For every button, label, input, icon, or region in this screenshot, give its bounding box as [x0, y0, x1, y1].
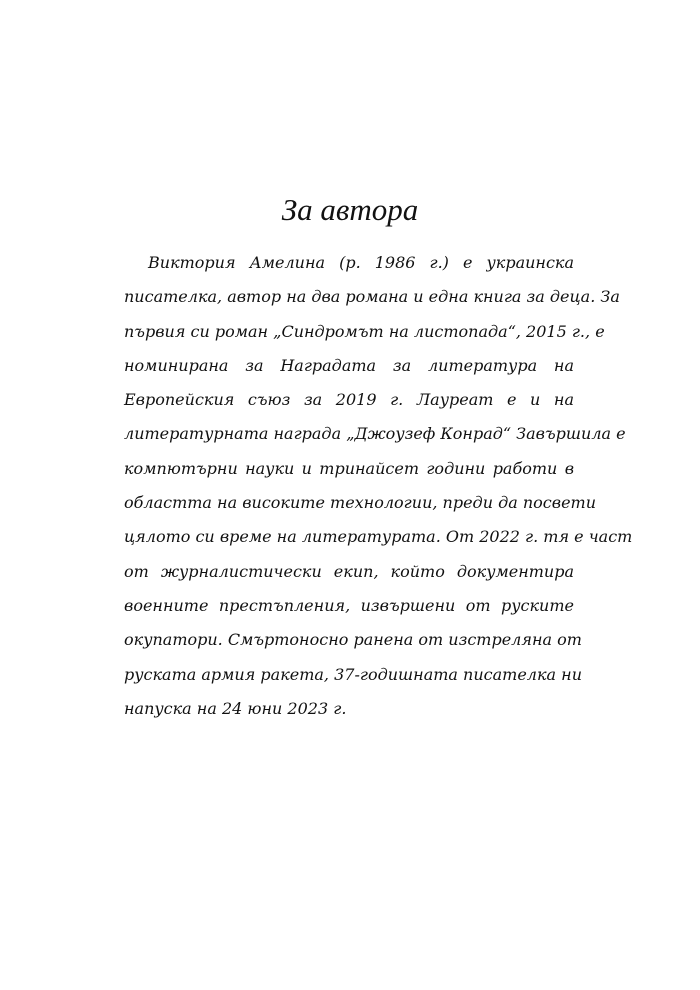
bio-line: окупатори. Смъртоносно ранена от изстреляна от	[124, 630, 582, 650]
page-title: За автора	[281, 192, 419, 227]
bio-line: напуска на 24 юни 2023 г.	[124, 698, 347, 718]
bio-line: военните престъпления, извършени от руските	[124, 595, 574, 615]
bio-line: Европейския съюз за 2019 г. Лауреат е и на	[124, 390, 574, 410]
bio-line: първия си роман „Синдромът на листопада“, 2015 г., е	[124, 321, 605, 341]
author-bio	[124, 246, 633, 726]
bio-line: цялото си време на литературата. От 2022 г. тя е част	[124, 527, 633, 547]
bio-line: компютърни науки и тринайсет години работи в	[124, 458, 574, 478]
bio-line: номинирана за Наградата за литература на	[124, 355, 574, 375]
bio-line: Виктория Амелина (р. 1986 г.) е украинска	[148, 253, 574, 272]
bio-line: от журналистически екип, който документира	[124, 561, 574, 581]
bio-line: литературната награда „Джоузеф Конрад“ Завършила е	[124, 424, 626, 444]
bio-line: писателка, автор на два романа и една книга за деца. За	[124, 287, 620, 307]
bio-line: руската армия ракета, 37-годишната писателка ни	[124, 664, 583, 684]
bio-line: областта на високите технологии, преди да посвети	[124, 493, 597, 513]
